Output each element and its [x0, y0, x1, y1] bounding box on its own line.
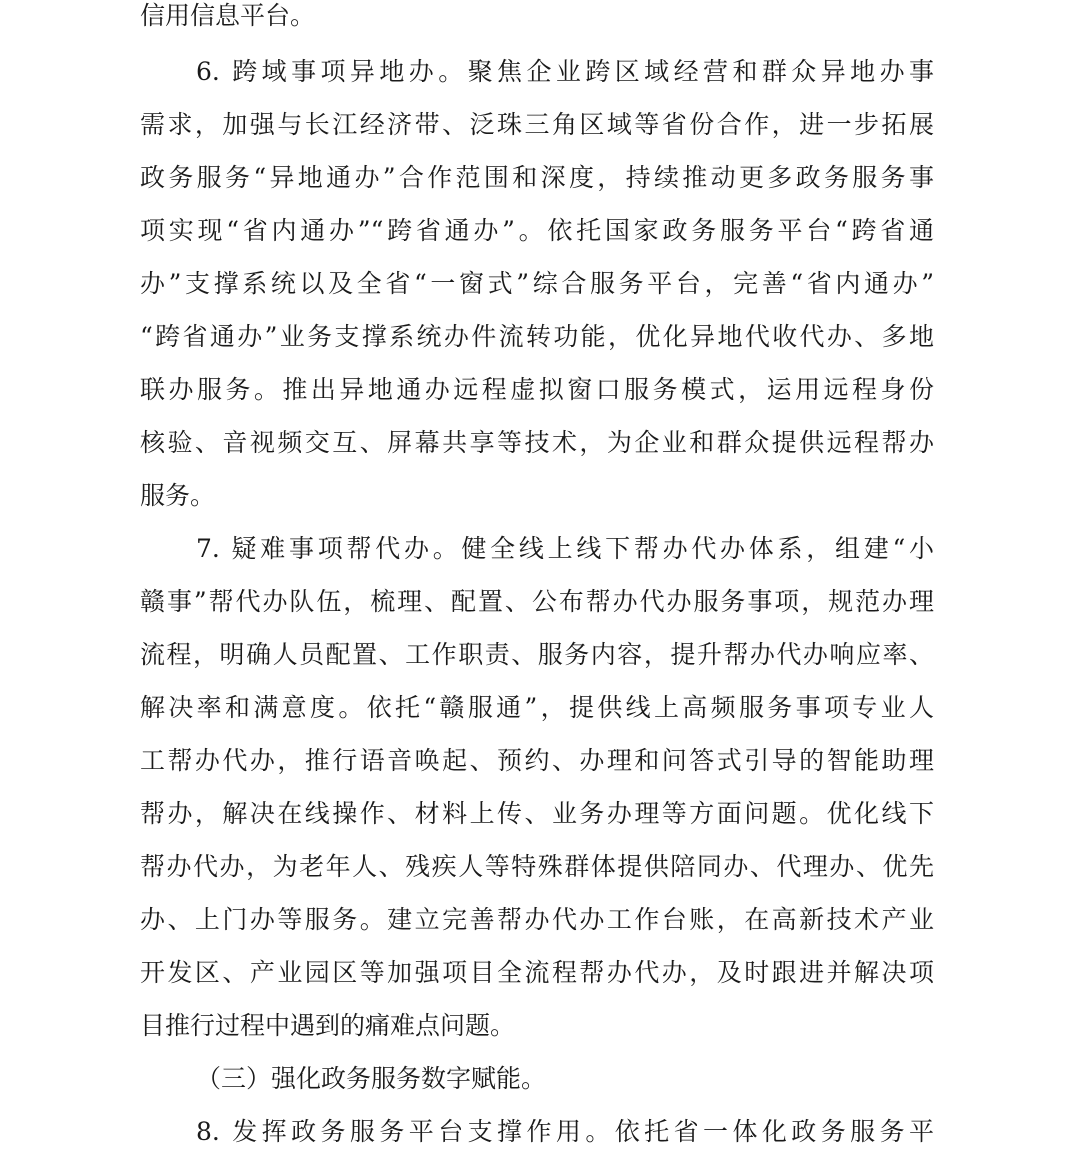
paragraph-6-first-line: 6. 跨域事项异地办。聚焦企业跨区域经营和群众异地办事: [196, 57, 934, 86]
paragraph-8-first-line: 8. 发挥政务服务平台支撑作用。依托省一体化政务服务平: [196, 1117, 934, 1146]
text-line: 工帮办代办，推行语音唤起、预约、办理和问答式引导的智能助理: [140, 746, 934, 775]
paragraph-7-first-line: 7. 疑难事项帮代办。健全线上线下帮办代办体系，组建“小: [196, 534, 934, 563]
text-line: 办”支撑系统以及全省“一窗式”综合服务平台，完善“省内通办”: [140, 269, 934, 298]
text-line: 办、上门办等服务。建立完善帮办代办工作台账，在高新技术产业: [140, 905, 934, 934]
text-line: 服务。: [140, 481, 216, 510]
text-line: 联办服务。推出异地通办远程虚拟窗口服务模式，运用远程身份: [140, 375, 934, 404]
text-line: 核验、音视频交互、屏幕共享等技术，为企业和群众提供远程帮办: [140, 428, 934, 457]
text-line: 帮办，解决在线操作、材料上传、业务办理等方面问题。优化线下: [140, 799, 934, 828]
text-line: 需求，加强与长江经济带、泛珠三角区域等省份合作，进一步拓展: [140, 110, 934, 139]
text-line: 政务服务“异地通办”合作范围和深度，持续推动更多政务服务事: [140, 163, 934, 192]
text-line: 帮办代办，为老年人、残疾人等特殊群体提供陪同办、代理办、优先: [140, 852, 934, 881]
text-line: 开发区、产业园区等加强项目全流程帮办代办，及时跟进并解决项: [140, 958, 934, 987]
text-line: 解决率和满意度。依托“赣服通”，提供线上高频服务事项专业人: [140, 693, 934, 722]
text-line: 目推行过程中遇到的痛难点问题。: [140, 1011, 516, 1040]
text-line: 信用信息平台。: [140, 1, 316, 30]
text-line: “跨省通办”业务支撑系统办件流转功能，优化异地代收代办、多地: [140, 322, 934, 351]
section-heading: （三）强化政务服务数字赋能。: [196, 1064, 547, 1093]
text-line: 赣事”帮代办队伍，梳理、配置、公布帮办代办服务事项，规范办理: [140, 587, 934, 616]
text-line: 流程，明确人员配置、工作职责、服务内容，提升帮办代办响应率、: [140, 640, 934, 669]
text-line: 项实现“省内通办”“跨省通办”。依托国家政务服务平台“跨省通: [140, 216, 934, 245]
